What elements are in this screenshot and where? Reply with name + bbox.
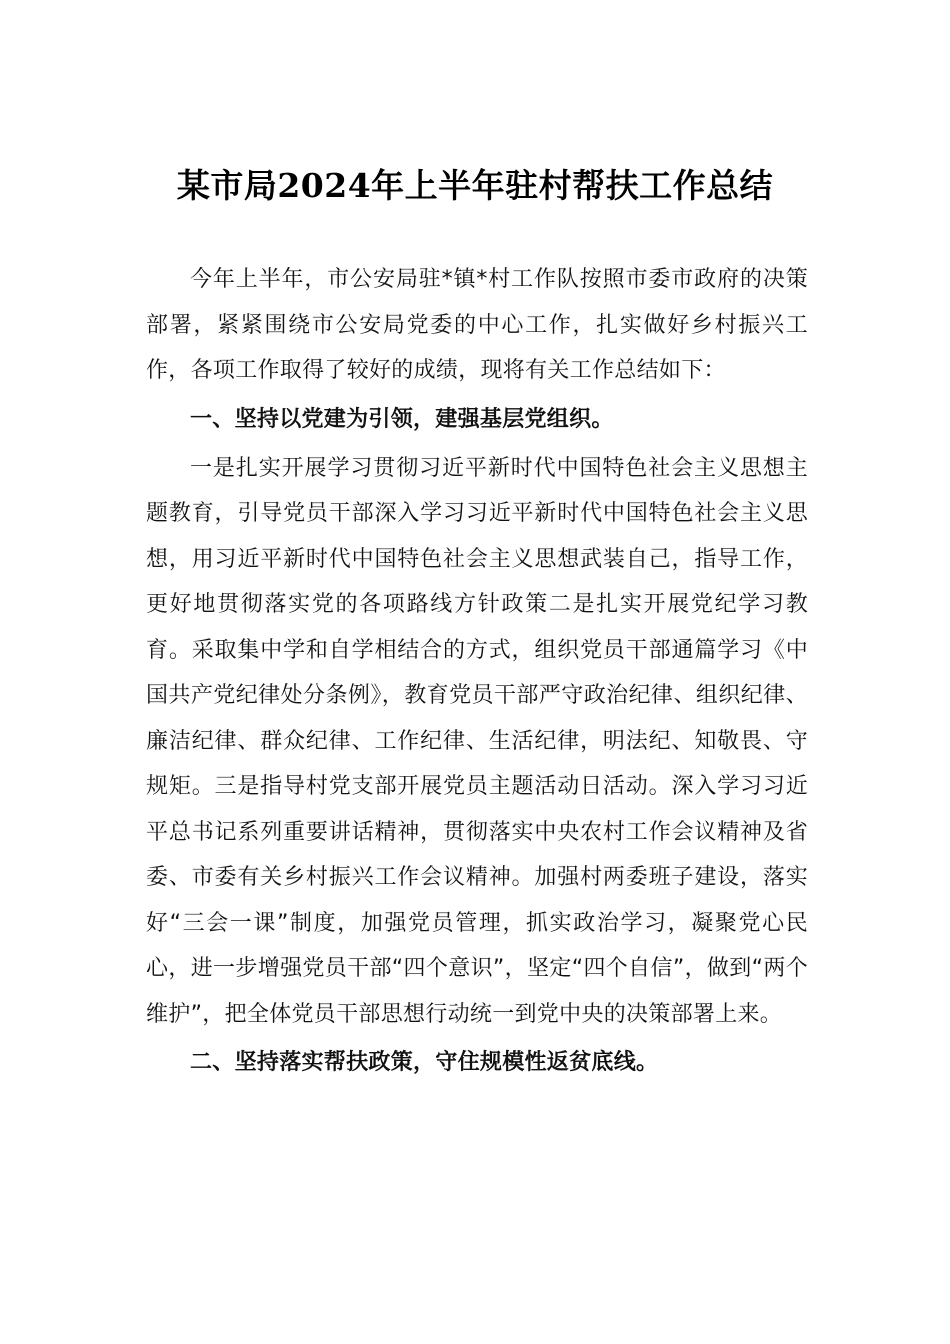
document-body	[146, 257, 808, 1089]
section-1-heading: 一、坚持以党建为引领，建强基层党组织。	[190, 406, 614, 432]
section-2-heading: 二、坚持落实帮扶政策，守住规模性返贫底线。	[190, 1050, 659, 1075]
intro-paragraph: 今年上半年，市公安局驻*镇*村工作队按照市委市政府的决策部署，紧紧围绕市公安局党委的中心工作，扎实做好乡村振兴工作，各项工作取得了较好的成绩，现将有关工作总结如下：	[146, 267, 808, 383]
section-1-paragraph: 一是扎实开展学习贯彻习近平新时代中国特色社会主义思想主题教育，引导党员干部深入学习习近平新时代中国特色社会主义思想，用习近平新时代中国特色社会主义思想武装自己，指导工作，更好地贯彻落实党的各项路线方针政策二是扎实开展党纪学习教育。采取集中学和自学相结合的方式，组织党员干部通篇学习《中国共产党纪律处分条例》，教育党员干部严守政治纪律、组织纪律、廉洁纪律、群众纪律、工作纪律、生活纪律，明法纪、知敬畏、守规矩。三是指导村党支部开展党员主题活动日活动。深入学习习近平总书记系列重要讲话精神，贯彻落实中央农村工作会议精神及省委、市委有关乡村振兴工作会议精神。加强村两委班子建设，落实好“三会一课”制度，加强党员管理，抓实政治学习，凝聚党心民心，进一步增强党员干部“四个意识”，坚定“四个自信”，做到“两个维护”，把全体党员干部思想行动统一到党中央的决策部署上来。	[146, 455, 808, 1027]
document-title: 某市局2024年上半年驻村帮扶工作总结	[176, 166, 774, 205]
